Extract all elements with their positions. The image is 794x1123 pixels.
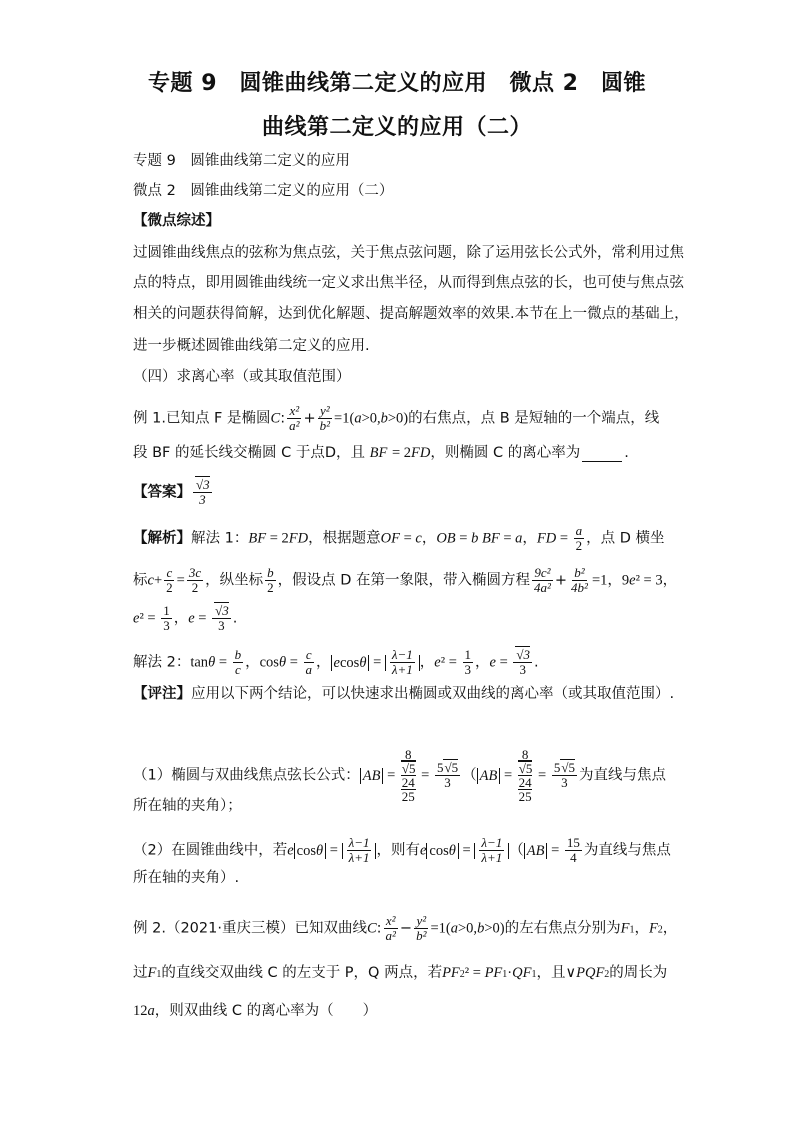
analysis-line-3: e² = $\frac{1}{3}$ ，e = $\frac{√3}{3}$ . <box>133 603 238 633</box>
overview-line-2: 点的特点，即用圆锥曲线统一定义求出焦半径，从而得到焦点弦的长，也可使与焦点弦 <box>133 275 684 291</box>
answer-line: 【答案】 $\frac{√3}{3}$ <box>133 477 210 507</box>
example-1-line-2: 段 BF 的延长线交椭圆 C 于点D，且 BF = 2FD，则椭圆 C 的离心率为 . <box>133 445 629 461</box>
overview-line-4: 进一步概述圆锥曲线第二定义的应用. <box>133 338 370 354</box>
analysis-line-1: 【解析】解法 1：BF = 2FD，根据题意OF = c，OB = b BF = a，FD = $\frac{a}{2}$ ，点 D 横坐 <box>133 523 665 553</box>
subtopic-line: 微点 2 圆锥曲线第二定义的应用（二） <box>133 183 394 199</box>
example-2-line-3: 12a，则双曲线 C 的离心率为（ ） <box>133 1003 378 1019</box>
overview-heading: 【微点综述】 <box>133 213 220 229</box>
overview-line-1: 过圆锥曲线焦点的弦称为焦点弦，关于焦点弦问题，除了运用弦长公式外，常利用过焦 <box>133 245 684 261</box>
method-2-line: 解法 2：tanθ = $\frac{b}{c}$ ，cosθ = $\frac{c}{a}$ ， ecosθ = $\frac{\lambda-1}{\lambda+1}$ ，e² = $\frac{1}{3}$ ，e = $\frac{√3}{3}$ . <box>133 647 539 677</box>
topic-line: 专题 9 圆锥曲线第二定义的应用 <box>133 153 350 169</box>
conclusion-1-line-2: 所在轴的夹角）； <box>133 798 242 814</box>
section-4-heading: （四）求离心率（或其取值范围） <box>133 369 351 385</box>
example-2-line-2: 过F1的直线交双曲线 C 的左支于 P，Q 两点，若PF2² = PF1·QF1，且∨PQF2的周长为 <box>133 965 668 981</box>
conclusion-2-line-2: 所在轴的夹角）. <box>133 870 240 886</box>
conclusion-1-line-1: （1）椭圆与双曲线焦点弦长公式： AB = 8 √5 24 25 = $\frac{5√5}{3}$ （ AB = 8 √5 24 25 = $\frac{5√5}{3}$ 为直线与焦点 <box>133 747 666 804</box>
analysis-line-2: 标c+ $\frac{c}{2}$ = $\frac{3c}{2}$ ，纵坐标 $\frac{b}{2}$ ，假设点 D 在第一象限，带入椭圆方程 $\frac{\text{9c²}}{\text{4a²}}$ + $\frac{\text{b²}}{\text{4b²}}$ =1，9e² = 3， <box>133 565 678 595</box>
comment-line: 【评注】应用以下两个结论，可以快速求出椭圆或双曲线的离心率（或其取值范围）. <box>133 686 675 702</box>
overview-line-3: 相关的问题获得简解，达到优化解题、提高解题效率的效果.本节在上一微点的基础上， <box>133 306 689 322</box>
title-line-1: 专题 9 圆锥曲线第二定义的应用 微点 2 圆锥 <box>148 71 646 96</box>
example-2-line-1: 例 2.（2021·重庆三模）已知双曲线C: $\frac{\text{x²}}{\text{a²}}$ − $\frac{\text{y²}}{\text{b²}}$ =1(a>0,b>0)的左右焦点分别为F1，F2， <box>133 913 678 943</box>
example-1-line-1: 例 1.已知点 F 是椭圆C: $\frac{\text{x²}}{\text{a²}}$ + $\frac{\text{y²}}{\text{b²}}$ =1(a>0,b>0)的右焦点，点 B 是短轴的一个端点，线 <box>133 403 660 433</box>
conclusion-2-line-1: （2）在圆锥曲线中，若e cosθ = $\frac{\lambda-1}{\lambda+1}$ ，则有e cosθ = $\frac{\lambda-1}{\lambda+1}$ （ AB = $\frac{15}{4}$ 为直线与焦点 <box>133 835 671 865</box>
title-line-2: 曲线第二定义的应用（二） <box>261 115 532 140</box>
answer-blank <box>582 447 622 462</box>
